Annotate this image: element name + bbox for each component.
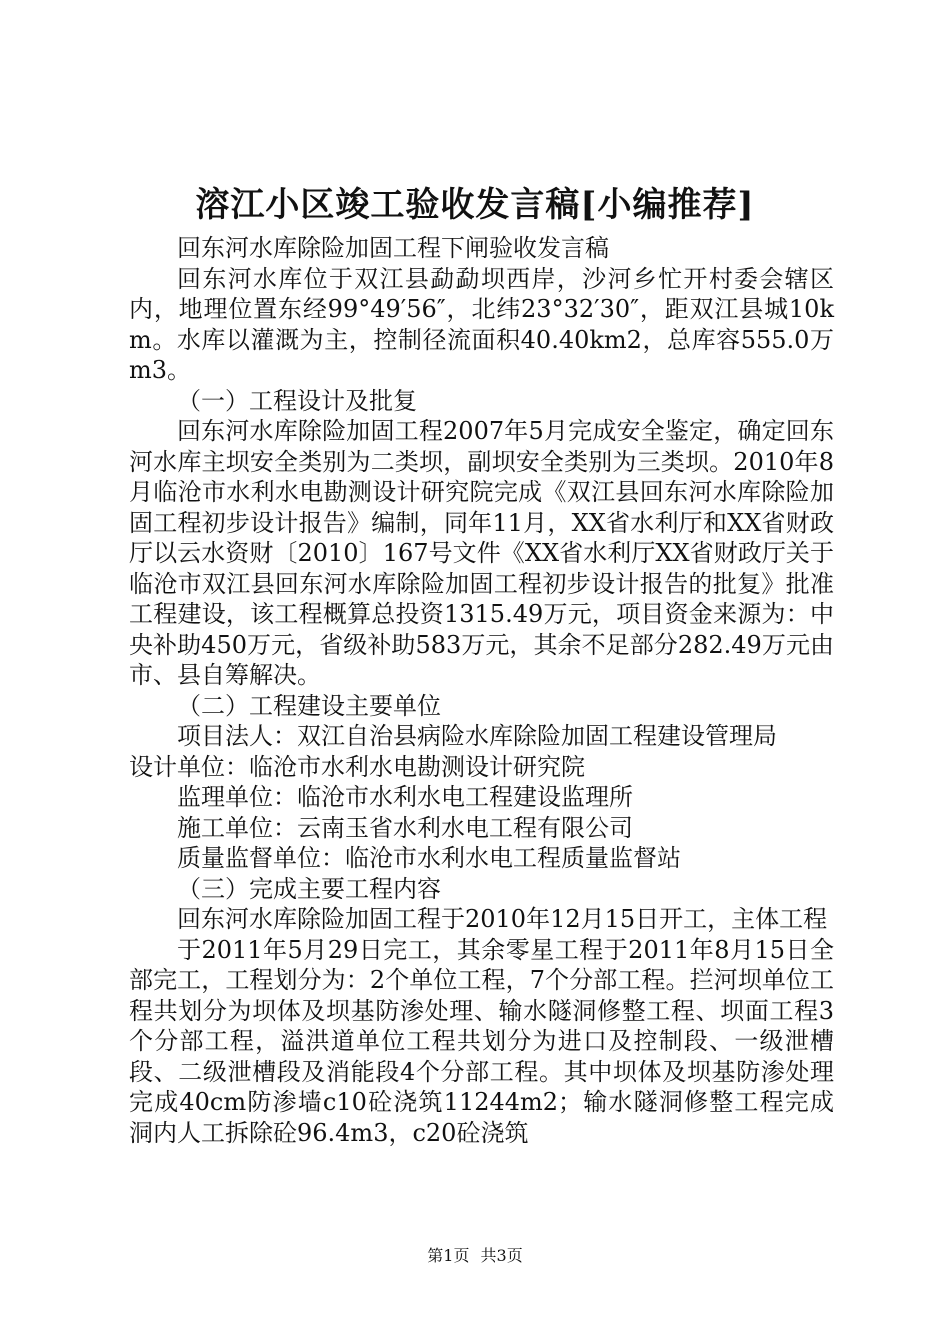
section-heading-design: （一）工程设计及批复 xyxy=(177,386,417,415)
page-footer xyxy=(0,1245,950,1267)
document-title: 溶江小区竣工验收发言稿[小编推荐] xyxy=(195,185,755,225)
page-total: 共3页 xyxy=(480,1246,523,1265)
document-body xyxy=(129,233,834,1148)
paragraph-supervision-unit: 监理单位：临沧市水利水电工程建设监理所 xyxy=(177,783,633,811)
page-number: 第1页 xyxy=(427,1246,470,1265)
paragraph-works-content: 于2011年5月29日完工，其余零星工程于2011年8月15日全部完工，工程划分为：2个单位工程，7个分部工程。拦河坝单位工程共划分为坝体及坝基防渗处理、输水隧洞修整工程、坝面工程3个分部工程，溢洪道单位工程共划分为进口及控制段、一级泄槽段、二级泄槽段及消能段4个分部工程。其中坝体及坝基防渗处理完成40cm防渗墙c10砼浇筑11244m2；输水隧洞修整工程完成洞内人工拆除砼96.4m3，c20砼浇筑 xyxy=(129,935,834,1147)
paragraph-quality-unit: 质量监督单位：临沧市水利水电工程质量监督站 xyxy=(177,844,681,872)
paragraph-subtitle: 回东河水库除险加固工程下闸验收发言稿 xyxy=(177,234,609,262)
paragraph-start-date: 回东河水库除险加固工程于2010年12月15日开工，主体工程 xyxy=(177,905,828,933)
section-heading-units: （二）工程建设主要单位 xyxy=(177,691,441,720)
section-heading-works: （三）完成主要工程内容 xyxy=(177,874,441,903)
paragraph-location: 回东河水库位于双江县勐勐坝西岸，沙河乡忙开村委会辖区内，地理位置东经99°49′56″，北纬23°32′30″，距双江县城10km。水库以灌溉为主，控制径流面积40.40km2，总库容555.0万m3。 xyxy=(129,264,834,384)
paragraph-project-owner: 项目法人：双江自治县病险水库除险加固工程建设管理局 xyxy=(177,722,777,750)
paragraph-construction-unit: 施工单位：云南玉省水利水电工程有限公司 xyxy=(177,813,633,842)
paragraph-design-unit: 设计单位：临沧市水利水电勘测设计研究院 xyxy=(129,752,585,781)
paragraph-design-approval: 回东河水库除险加固工程2007年5月完成安全鉴定，确定回东河水库主坝安全类别为二类坝，副坝安全类别为三类坝。2010年8月临沧市水利水电勘测设计研究院完成《双江县回东河水库除险加固工程初步设计报告》编制，同年11月，XX省水利厅和XX省财政厅以云水资财〔2010〕167号文件《XX省水利厅XX省财政厅关于临沧市双江县回东河水库除险加固工程初步设计报告的批复》批准工程建设，该工程概算总投资1315.49万元，项目资金来源为：中央补助450万元，省级补助583万元，其余不足部分282.49万元由市、县自筹解决。 xyxy=(129,417,834,689)
